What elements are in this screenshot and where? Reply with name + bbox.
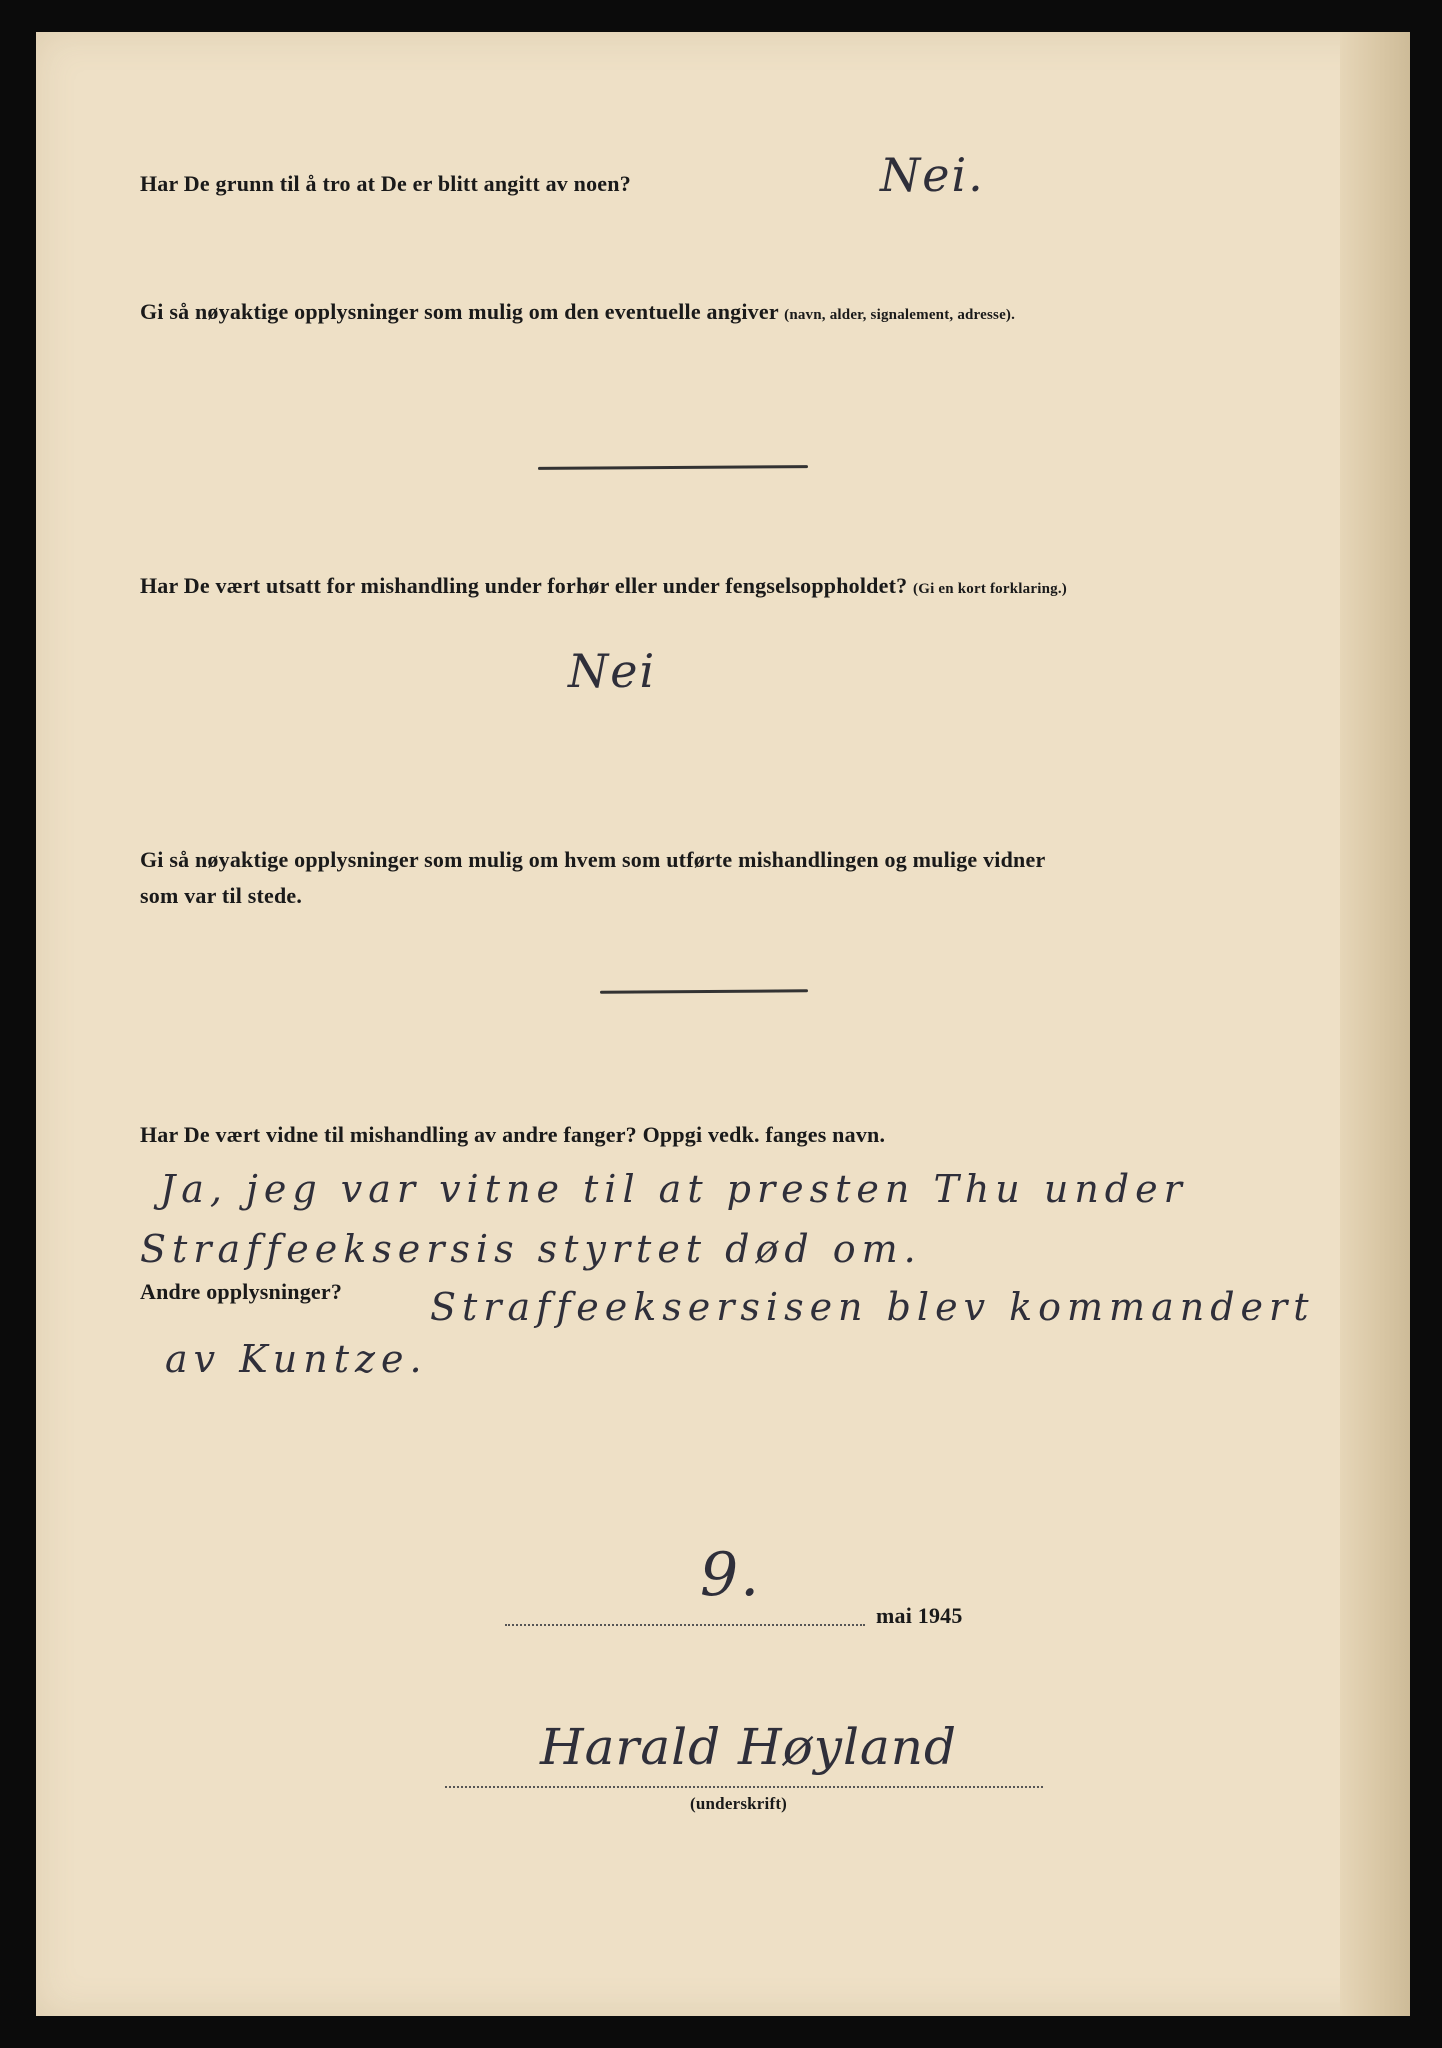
date-suffix-text: mai 1945 bbox=[876, 1603, 963, 1628]
answer-andre-line2: av Kuntze. bbox=[165, 1337, 428, 1381]
question-mishandling-note: (Gi en kort forklaring.) bbox=[913, 581, 1067, 597]
question-angitt bbox=[140, 166, 631, 202]
answer-angitt: Nei. bbox=[880, 148, 985, 202]
question-angitt-text: Har De grunn til å tro at De er blitt angitt av noen? bbox=[140, 171, 631, 196]
question-vidne bbox=[140, 1117, 885, 1153]
answer-andre-line1: Straffeeksersisen blev kommandert bbox=[430, 1285, 1315, 1329]
question-mishandling bbox=[140, 568, 1067, 607]
question-andre bbox=[140, 1274, 342, 1310]
date-day: 9. bbox=[700, 1540, 762, 1610]
question-mishandling-text: Har De vært utsatt for mishandling under forhør eller under fengselsoppholdet? bbox=[140, 573, 908, 598]
question-utforte-line1: Gi så nøyaktige opplysninger som mulig om hvem som utførte mishandlingen og mulige vidner bbox=[140, 847, 1046, 872]
question-angiver-note: (navn, alder, signalement, adresse). bbox=[784, 307, 1016, 323]
question-angiver bbox=[140, 294, 1015, 333]
signature-label bbox=[690, 1790, 787, 1818]
question-vidne-text: Har De vært vidne til mishandling av andre fanger? Oppgi vedk. fanges navn. bbox=[140, 1122, 886, 1147]
question-angiver-text: Gi så nøyaktige opplysninger som mulig om den eventuelle angiver bbox=[140, 299, 779, 324]
answer-mishandling: Nei bbox=[568, 644, 657, 698]
question-utforte bbox=[140, 842, 1045, 914]
paper-edge bbox=[1340, 32, 1410, 2016]
answer-vidne-line2: Straffeeksersis styrtet død om. bbox=[140, 1227, 922, 1271]
date-dotted-line bbox=[505, 1624, 865, 1626]
signature-label-text: (underskrift) bbox=[690, 1794, 788, 1813]
date-suffix bbox=[876, 1598, 963, 1634]
question-utforte-line2: som var til stede. bbox=[140, 883, 303, 908]
question-andre-text: Andre opplysninger? bbox=[140, 1279, 343, 1304]
signature: Harald Høyland bbox=[540, 1718, 957, 1776]
answer-vidne-line1: Ja, jeg var vitne til at presten Thu under bbox=[160, 1167, 1188, 1211]
signature-dotted-line bbox=[445, 1786, 1043, 1788]
